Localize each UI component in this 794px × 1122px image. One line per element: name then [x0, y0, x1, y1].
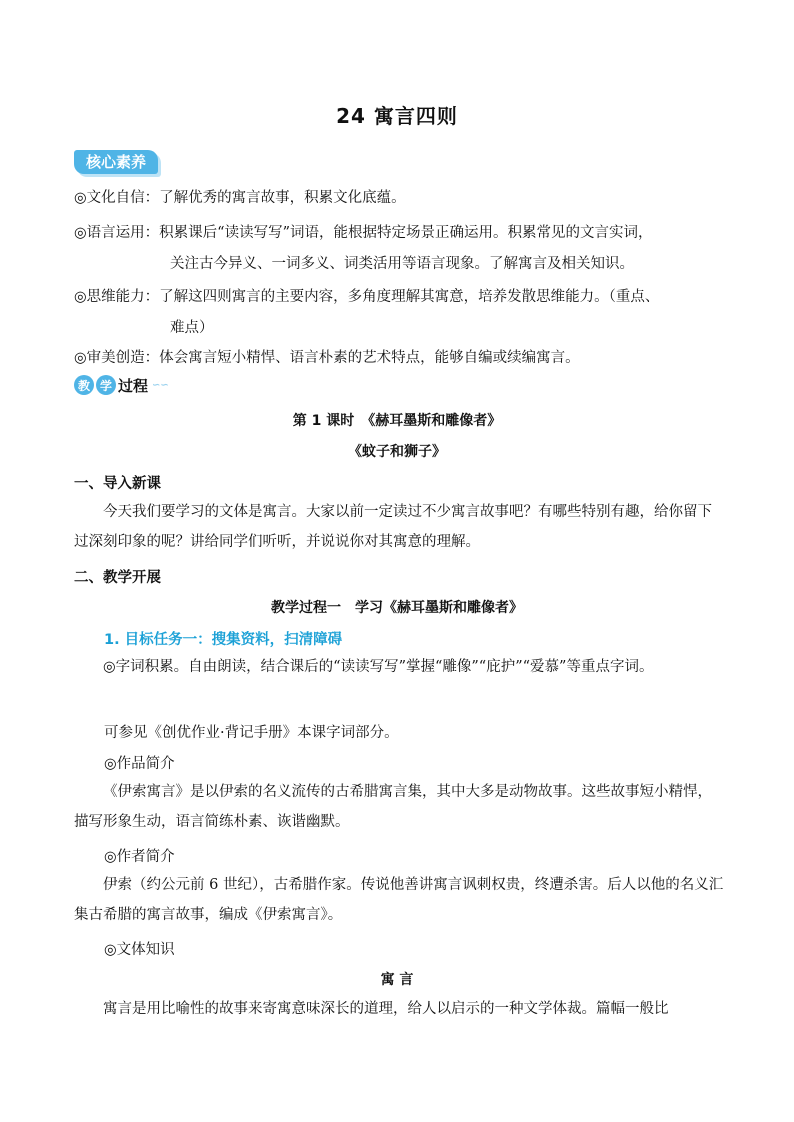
section-heading-intro: 一、导入新课: [74, 476, 161, 492]
core-item-label: ◎审美创造：: [74, 350, 160, 366]
intro-text: 今天我们要学习的文体是寓言。大家以前一定读过不少寓言故事吧？有哪些特别有趣，给你留下过深刻印象的呢？讲给同学们听听，并说说你对其寓意的理解。: [74, 504, 712, 550]
author-intro-heading: ◎作者简介: [104, 849, 175, 865]
page-title: 24 寓言四则: [336, 104, 458, 128]
intro-paragraph: [74, 497, 724, 557]
lesson-title: 第 1 课时 《赫耳墨斯和雕像者》: [292, 413, 502, 429]
core-item-label: ◎思维能力：: [74, 289, 160, 305]
core-item: [74, 186, 406, 207]
core-item-continuation: 难点）: [170, 320, 214, 336]
core-item-text: 了解这四则寓言的主要内容，多角度理解其寓意，培养发散思维能力。（重点、: [159, 289, 660, 305]
core-item: [74, 285, 659, 306]
wave-decoration-icon: ∽∽: [152, 379, 169, 391]
work-intro-paragraph: [74, 777, 724, 837]
author-intro-text: 伊索（约公元前 6 世纪），古希腊作家。传说他善讲寓言讽刺权贵，终遭杀害。后人以他的名义汇集古希腊的寓言故事，编成《伊索寓言》。: [74, 877, 724, 923]
core-item-text: 积累课后“读读写写”词语，能根据特定场景正确运用。积累常见的文言实词，: [159, 225, 653, 241]
core-item-text: 了解优秀的寓言故事，积累文化底蕴。: [159, 190, 406, 206]
vocab-paragraph: [74, 652, 724, 682]
core-item-text: 体会寓言短小精悍、语言朴素的艺术特点，能够自编或续编寓言。: [159, 350, 580, 366]
section-heading-teaching: 二、教学开展: [74, 570, 161, 586]
teaching-process-header: [74, 373, 169, 397]
task-one-heading: 1. 目标任务一：搜集资料，扫清障碍: [104, 632, 343, 648]
author-intro-paragraph: [74, 870, 724, 930]
process-circle-1: 教: [74, 375, 94, 395]
work-intro-heading: ◎作品简介: [104, 756, 175, 772]
genre-text: 寓言是用比喻性的故事来寄寓意味深长的道理，给人以启示的一种文学体裁。篇幅一般比: [103, 1001, 669, 1017]
reference-note: 可参见《创优作业·背记手册》本课字词部分。: [104, 725, 399, 741]
process-header-text: 过程: [118, 376, 149, 395]
genre-paragraph: [74, 994, 724, 1024]
core-item-continuation: 关注古今异义、一词多义、词类活用等语言现象。了解寓言及相关知识。: [170, 256, 634, 272]
core-item: [74, 346, 580, 367]
vocab-text: ◎字词积累。自由朗读，结合课后的“读读写写”掌握“雕像”“庇护”“爱慕”等重点字词。: [103, 659, 654, 675]
work-intro-text: 《伊索寓言》是以伊索的名义流传的古希腊寓言集，其中大多是动物故事。这些故事短小精悍，描写形象生动，语言简练朴素、诙谐幽默。: [74, 784, 712, 830]
core-item-label: ◎文化自信：: [74, 190, 160, 206]
lesson-subtitle: 《蚊子和狮子》: [348, 444, 446, 460]
core-item: [74, 221, 652, 242]
core-item-label: ◎语言运用：: [74, 225, 160, 241]
core-literacy-badge: 核心素养: [74, 150, 158, 174]
process-circle-2: 学: [96, 375, 116, 395]
genre-title: 寓 言: [380, 972, 414, 988]
genre-heading: ◎文体知识: [104, 942, 175, 958]
process-one-title: 教学过程一 学习《赫耳墨斯和雕像者》: [271, 600, 523, 616]
